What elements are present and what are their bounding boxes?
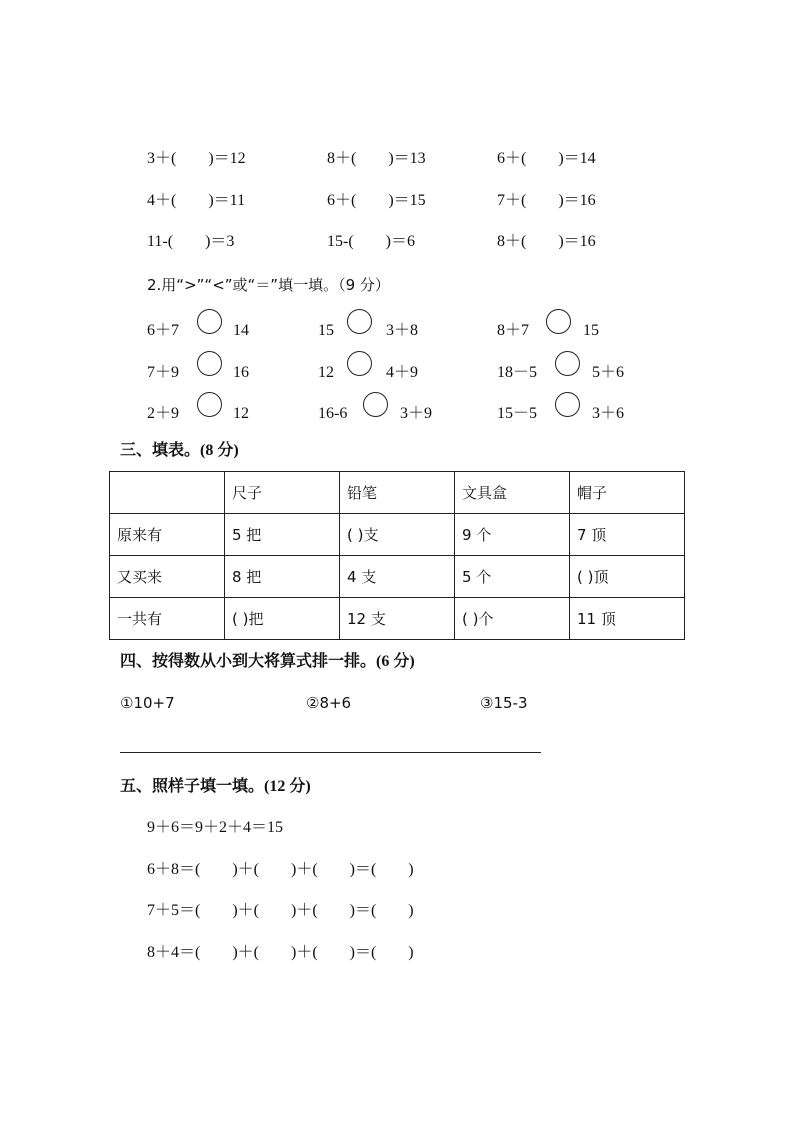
decompose-equation: 7＋5＝( )＋( )＋( )＝( ) xyxy=(147,902,414,919)
table-cell-blank[interactable]: ( )顶 xyxy=(570,556,685,598)
equation: 6＋( )＝14 xyxy=(497,150,596,167)
compare-left: 7＋9 xyxy=(147,364,180,381)
compare-right: 12 xyxy=(233,405,249,422)
compare-left: 12 xyxy=(318,364,334,381)
compare-right: 5＋6 xyxy=(592,364,625,381)
table-cell: 8 把 xyxy=(225,556,340,598)
compare-right: 14 xyxy=(233,322,249,339)
answer-circle[interactable] xyxy=(555,392,580,417)
table-row xyxy=(110,598,685,640)
table-cell-blank[interactable]: ( )支 xyxy=(340,514,455,556)
equation: 7＋( )＝16 xyxy=(497,192,596,209)
compare-right: 4＋9 xyxy=(386,364,419,381)
compare-right: 3＋8 xyxy=(386,322,419,339)
compare-right: 15 xyxy=(583,322,599,339)
compare-left: 8＋7 xyxy=(497,322,530,339)
table-cell: 9 个 xyxy=(455,514,570,556)
section-3-heading: 三、填表。(8 分) xyxy=(120,442,239,459)
compare-left: 16-6 xyxy=(318,405,348,422)
equation: 15-( )＝6 xyxy=(327,233,415,250)
table-row-label: 又买来 xyxy=(110,556,225,598)
answer-circle[interactable] xyxy=(347,351,372,376)
answer-circle[interactable] xyxy=(197,309,222,334)
compare-right: 3＋6 xyxy=(592,405,625,422)
answer-circle[interactable] xyxy=(555,351,580,376)
answer-circle[interactable] xyxy=(197,351,222,376)
answer-circle[interactable] xyxy=(197,392,222,417)
equation: 8＋( )＝16 xyxy=(497,233,596,250)
answer-circle[interactable] xyxy=(546,309,571,334)
decompose-equation: 6＋8＝( )＋( )＋( )＝( ) xyxy=(147,861,414,878)
answer-circle[interactable] xyxy=(363,392,388,417)
compare-left: 6＋7 xyxy=(147,322,180,339)
ordering-item: ①10+7 xyxy=(120,694,175,712)
table-cell: 4 支 xyxy=(340,556,455,598)
decompose-equation: 8＋4＝( )＋( )＋( )＝( ) xyxy=(147,944,414,961)
section-4-heading: 四、按得数从小到大将算式排一排。(6 分) xyxy=(120,653,415,670)
table-cell: 11 顶 xyxy=(570,598,685,640)
table-header-cell: 文具盒 xyxy=(455,472,570,514)
fill-table xyxy=(109,471,685,640)
example-equation: 9＋6＝9＋2＋4＝15 xyxy=(147,819,284,836)
ordering-item: ③15-3 xyxy=(480,694,528,712)
table-cell: 5 个 xyxy=(455,556,570,598)
compare-right: 16 xyxy=(233,364,249,381)
equation: 8＋( )＝13 xyxy=(327,150,426,167)
ordering-item: ②8+6 xyxy=(306,694,352,712)
table-header-row xyxy=(110,472,685,514)
compare-right: 3＋9 xyxy=(400,405,433,422)
table-cell: 7 顶 xyxy=(570,514,685,556)
table-header-cell: 帽子 xyxy=(570,472,685,514)
compare-left: 15 xyxy=(318,322,334,339)
table-cell: 12 支 xyxy=(340,598,455,640)
table-cell: 5 把 xyxy=(225,514,340,556)
table-row-label: 原来有 xyxy=(110,514,225,556)
compare-left: 15－5 xyxy=(497,405,538,422)
compare-left: 18－5 xyxy=(497,364,538,381)
table-header-cell xyxy=(110,472,225,514)
table-cell-blank[interactable]: ( )个 xyxy=(455,598,570,640)
equation: 6＋( )＝15 xyxy=(327,192,426,209)
equation: 4＋( )＝11 xyxy=(147,192,246,209)
table-row-label: 一共有 xyxy=(110,598,225,640)
table-header-cell: 尺子 xyxy=(225,472,340,514)
table-cell-blank[interactable]: ( )把 xyxy=(225,598,340,640)
table-row xyxy=(110,556,685,598)
compare-left: 2＋9 xyxy=(147,405,180,422)
table-header-cell: 铅笔 xyxy=(340,472,455,514)
section-5-heading: 五、照样子填一填。(12 分) xyxy=(120,778,311,795)
table-row xyxy=(110,514,685,556)
answer-circle[interactable] xyxy=(347,309,372,334)
answer-line[interactable] xyxy=(120,752,541,753)
compare-instruction: 2.用“>”“<”或“＝”填一填。（9 分） xyxy=(147,276,390,294)
equation: 3＋( )＝12 xyxy=(147,150,246,167)
equation: 11-( )＝3 xyxy=(147,233,235,250)
